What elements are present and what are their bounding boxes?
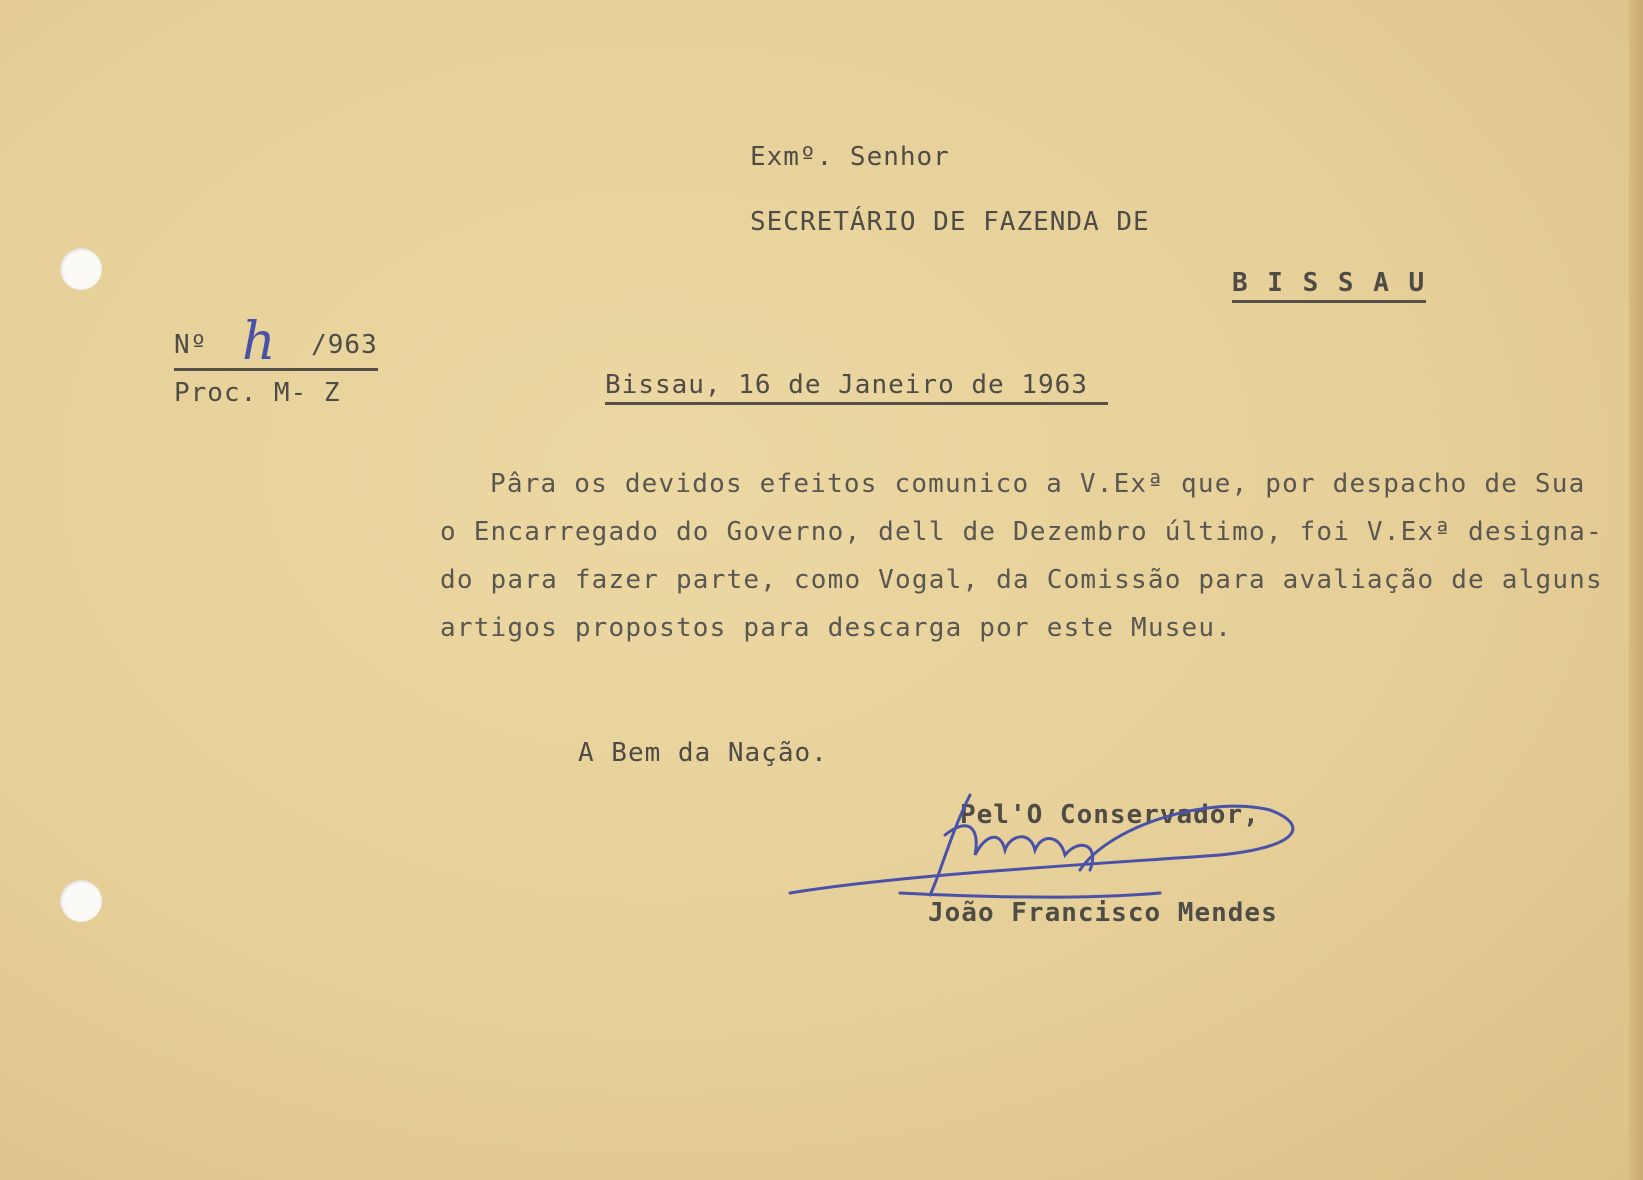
body-paragraph: [440, 460, 1603, 652]
reference-number: [174, 306, 378, 371]
reference-number-prefix: Nº: [174, 330, 208, 360]
punch-hole-bottom: [60, 880, 102, 922]
addressee-city: B I S S A U: [1232, 268, 1426, 303]
reference-number-suffix: /963: [311, 330, 378, 360]
body-line: artigos propostos para descarga por este Museu.: [440, 613, 1233, 643]
process-reference: Proc. M- Z: [174, 378, 341, 408]
salutation: Exmº. Senhor: [750, 142, 950, 172]
paper-edge: [1629, 0, 1643, 1180]
signature-role: Pel'O Conservador,: [960, 800, 1260, 830]
closing-phrase: A Bem da Nação.: [578, 738, 828, 768]
signatory-name: João Francisco Mendes: [928, 898, 1278, 928]
punch-hole-top: [60, 248, 102, 290]
body-line: o Encarregado do Governo, dell de Dezembro último, foi V.Exª designa-: [440, 517, 1603, 547]
body-line: Pâra os devidos efeitos comunico a V.Exª que, por despacho de Sua: [490, 469, 1586, 499]
addressee-title: SECRETÁRIO DE FAZENDA DE: [750, 207, 1150, 237]
reference-number-handwritten: h: [241, 312, 277, 372]
date-line: Bissau, 16 de Janeiro de 1963: [605, 370, 1108, 405]
body-line: do para fazer parte, como Vogal, da Comissão para avaliação de alguns: [440, 565, 1603, 595]
